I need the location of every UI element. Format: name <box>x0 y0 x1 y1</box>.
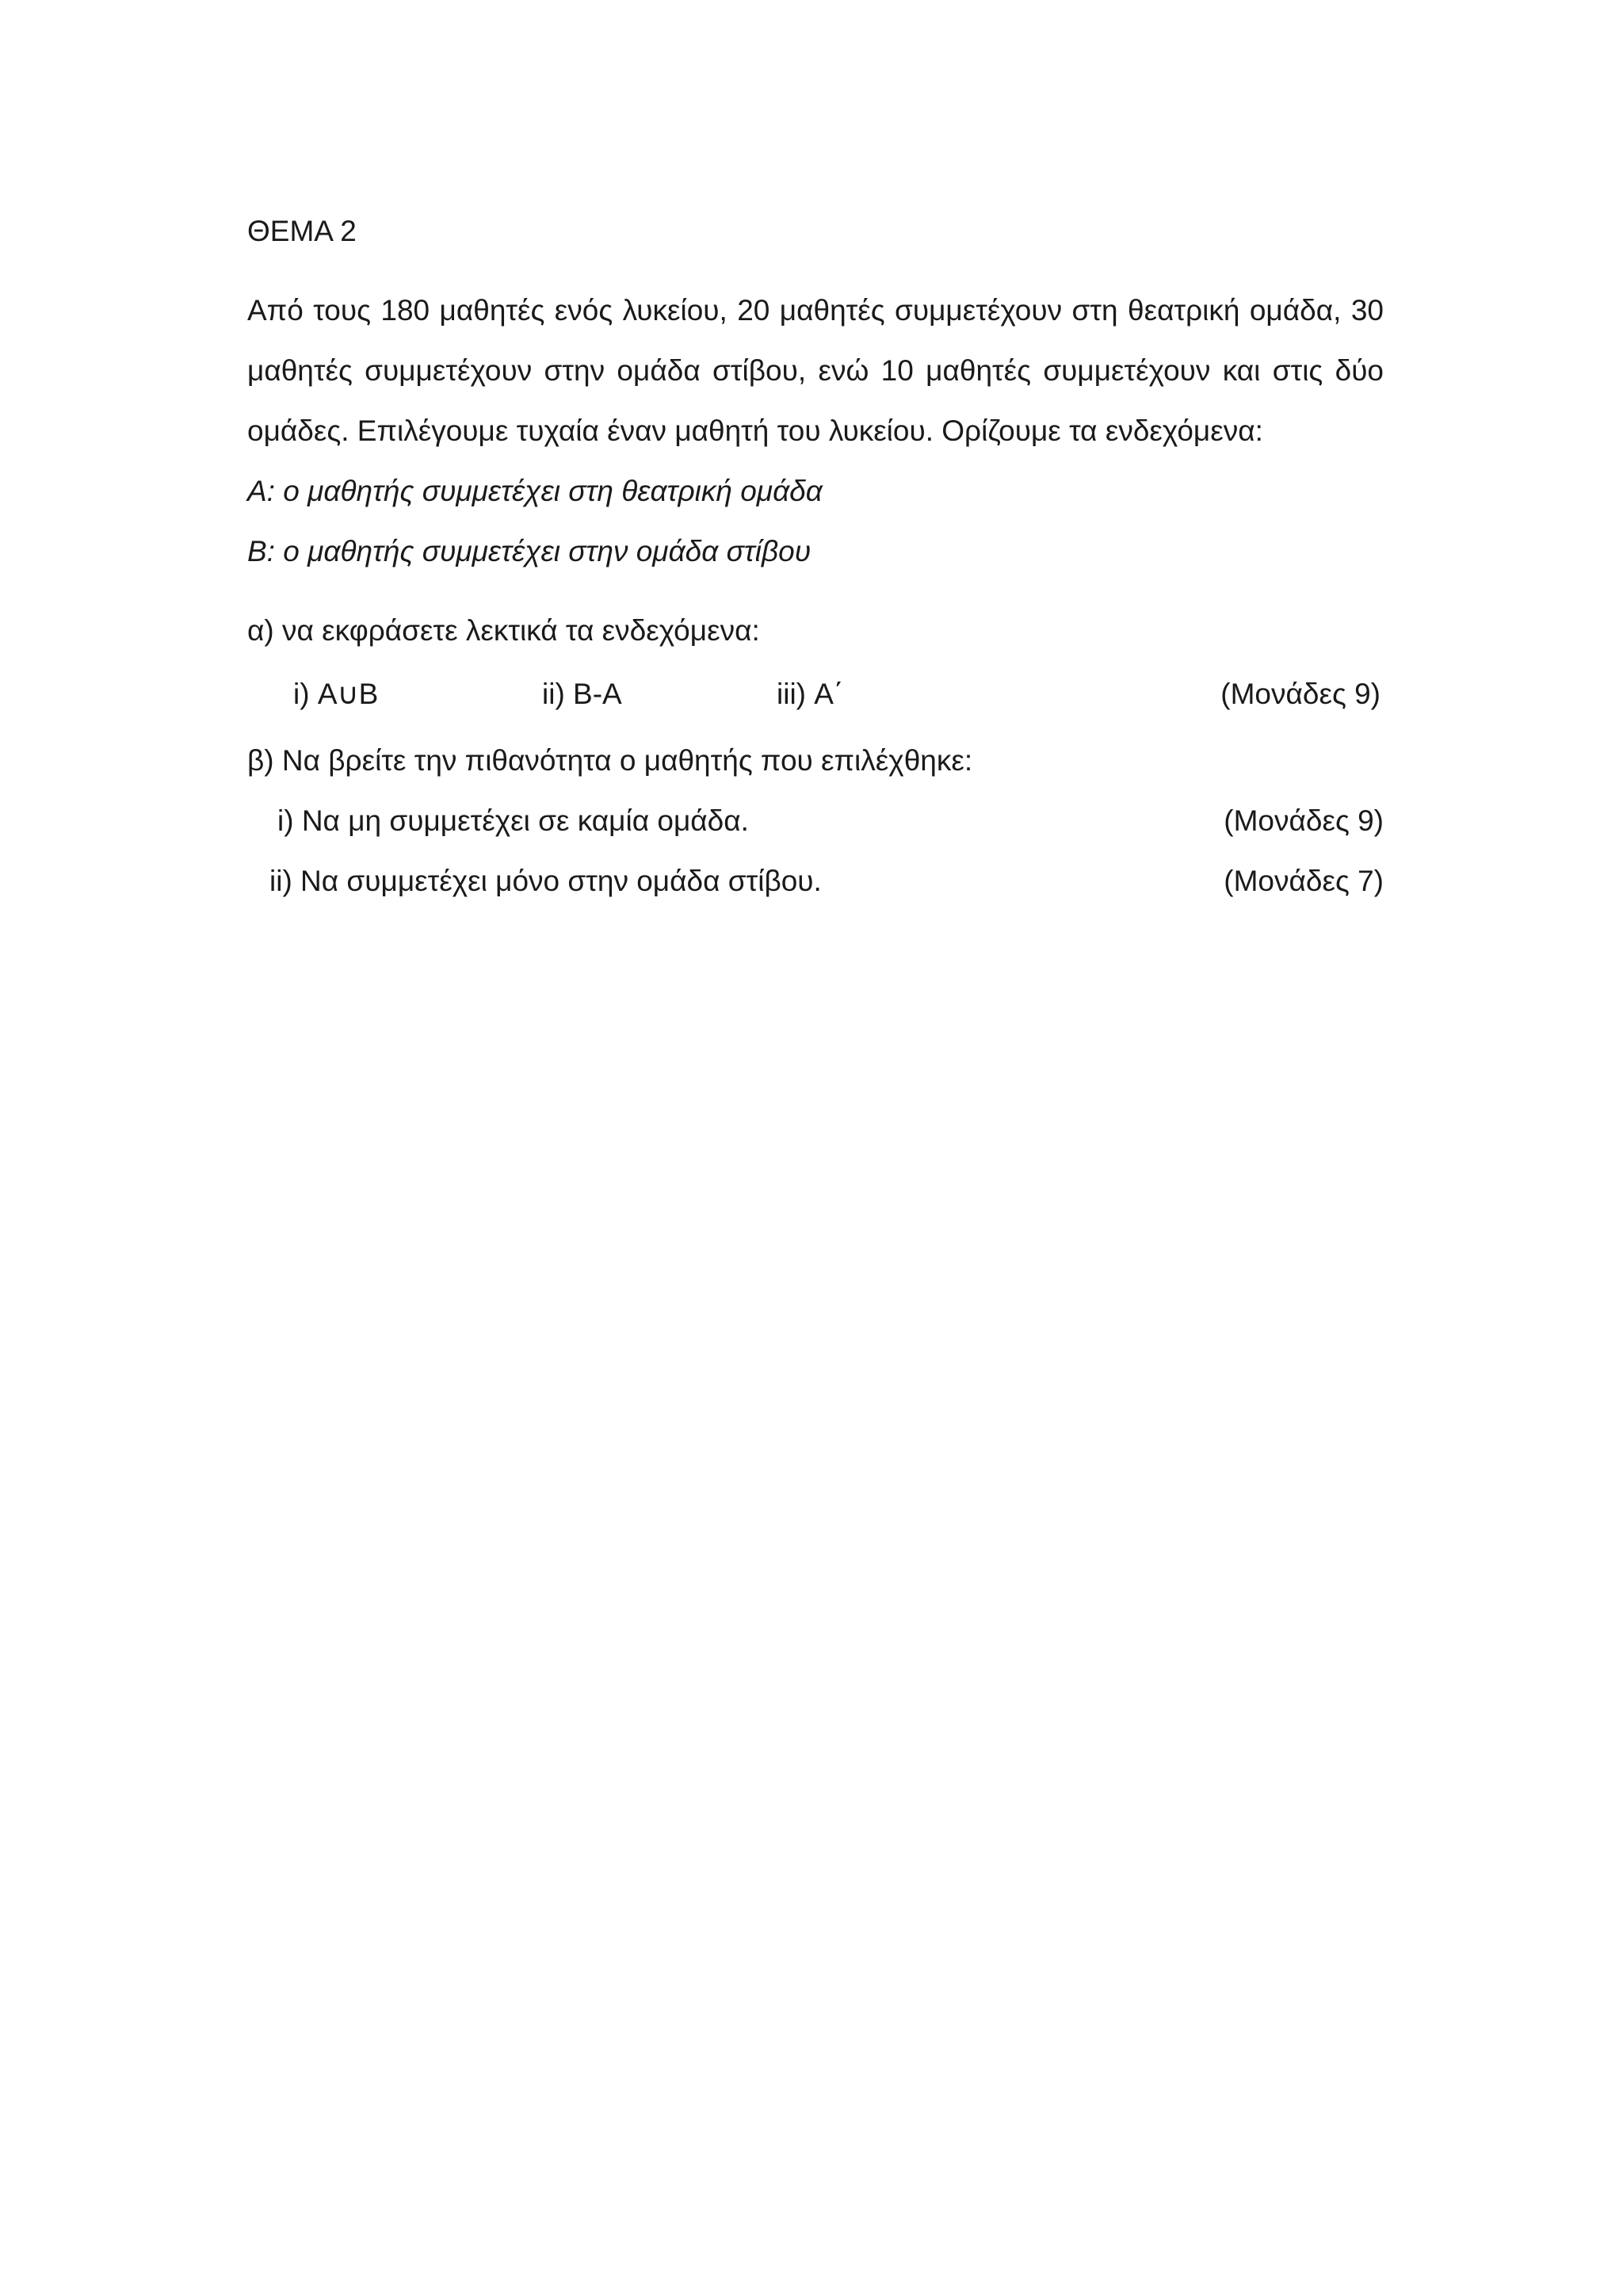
intro-paragraph: Από τους 180 μαθητές ενός λυκείου, 20 μαθητές συμμετέχουν στη θεατρική ομάδα, 30 μαθητές συμμετέχουν στην ομάδα στίβου, ενώ 10 μαθητές συμμετέχουν και στις δύο ομάδες. Επιλέγουμε τυχαία έναν μαθητή του λυκείου. Ορίζουμε τα ενδεχόμενα: <box>247 294 1384 447</box>
question-b-item-points: (Μονάδες 9) <box>1224 804 1384 837</box>
question-a-points: (Μονάδες 9) <box>1220 678 1381 710</box>
section-heading: ΘΕΜΑ 2 <box>247 215 357 247</box>
question-b-prompt: β) Να βρείτε την πιθανότητα ο μαθητής που επιλέχθηκε: <box>247 744 973 777</box>
question-a-item-difference: ii) Β-Α <box>542 678 622 710</box>
question-b-item-text: i) Να μη συμμετέχει σε καμία ομάδα. <box>277 804 749 837</box>
question-b-item-points: (Μονάδες 7) <box>1224 865 1384 897</box>
question-b-item-row <box>247 851 1384 911</box>
question-b-item-row <box>247 791 1384 851</box>
question-a-items-row <box>247 664 1384 731</box>
question-a-item-complement: iii) Α΄ <box>777 678 844 710</box>
question-a-item-union: i) Α∪Β <box>293 678 379 710</box>
document-content <box>247 201 1384 911</box>
event-a-definition: Α: ο μαθητής συμμετέχει στη θεατρική ομάδα <box>247 475 823 507</box>
question-b-item-text: ii) Να συμμετέχει μόνο στην ομάδα στίβου. <box>269 865 822 897</box>
event-b-definition: Β: ο μαθητής συμμετέχει στην ομάδα στίβου <box>247 535 812 567</box>
question-a-prompt: α) να εκφράσετε λεκτικά τα ενδεχόμενα: <box>247 614 760 647</box>
